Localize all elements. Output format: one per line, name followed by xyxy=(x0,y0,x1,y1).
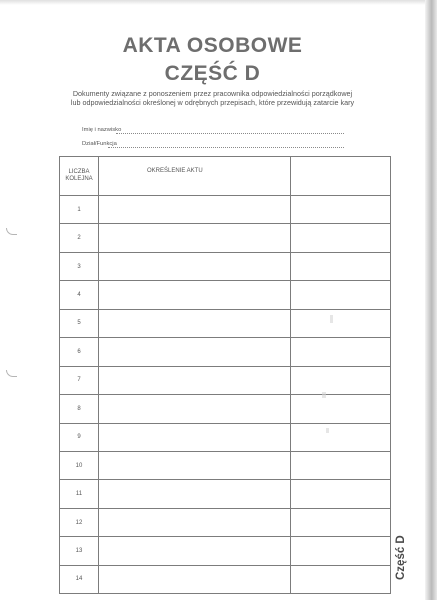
paper-right-edge xyxy=(425,0,437,600)
name-field-label: Imię i nazwisko xyxy=(82,127,122,133)
row-extra-cell xyxy=(291,508,391,536)
row-number: 4 xyxy=(60,281,99,309)
row-extra-cell xyxy=(291,224,391,252)
row-description-cell xyxy=(99,451,291,479)
table-row xyxy=(60,366,391,394)
row-extra-cell xyxy=(291,451,391,479)
row-description-cell xyxy=(99,480,291,508)
row-extra-cell xyxy=(291,480,391,508)
row-description-cell xyxy=(99,338,291,366)
row-number: 11 xyxy=(60,480,99,508)
row-number: 1 xyxy=(60,196,99,224)
table-row xyxy=(60,480,391,508)
row-number: 5 xyxy=(60,309,99,337)
header-sequence-number xyxy=(60,157,99,196)
row-description-cell xyxy=(99,281,291,309)
row-description-cell xyxy=(99,537,291,565)
punch-hole-mark-lower xyxy=(6,370,17,377)
row-extra-cell xyxy=(291,309,391,337)
row-extra-cell xyxy=(291,395,391,423)
document-subtitle-line1: Dokumenty związane z ponoszeniem przez pracownika odpowiedzialności porządkowej xyxy=(72,89,353,98)
header-sequence-number-line2: KOLEJNA xyxy=(65,176,93,182)
row-extra-cell xyxy=(291,338,391,366)
row-description-cell xyxy=(99,508,291,536)
table-row xyxy=(60,508,391,536)
row-description-cell xyxy=(99,395,291,423)
table-row xyxy=(60,565,391,593)
row-number: 13 xyxy=(60,537,99,565)
row-number: 10 xyxy=(60,451,99,479)
paper-scuff-mark xyxy=(326,428,329,433)
row-number: 7 xyxy=(60,366,99,394)
header-extra-column xyxy=(291,157,391,196)
row-number: 2 xyxy=(60,224,99,252)
header-sequence-number-line1: LICZBA xyxy=(68,169,90,175)
row-extra-cell xyxy=(291,423,391,451)
row-number: 14 xyxy=(60,565,99,593)
row-extra-cell xyxy=(291,196,391,224)
row-number: 12 xyxy=(60,508,99,536)
table-row xyxy=(60,423,391,451)
document-subtitle-line2: lub odpowiedzialności określonej w odrębnych przepisach, które przewidują zatarcie kary xyxy=(70,98,355,107)
table-row xyxy=(60,451,391,479)
paper-scuff-mark xyxy=(330,315,333,323)
row-description-cell xyxy=(99,366,291,394)
row-extra-cell xyxy=(291,537,391,565)
row-description-cell xyxy=(99,224,291,252)
side-tab-label: Część D xyxy=(395,535,407,580)
row-description-cell xyxy=(99,423,291,451)
row-number: 8 xyxy=(60,395,99,423)
row-extra-cell xyxy=(291,565,391,593)
acts-table xyxy=(59,156,391,594)
punch-hole-mark-upper xyxy=(6,228,17,235)
paper-scuff-mark xyxy=(322,392,326,398)
document-title-line2: CZĘŚĆ D xyxy=(164,62,261,85)
table-row xyxy=(60,224,391,252)
paper-top-shadow xyxy=(0,0,425,5)
table-row xyxy=(60,537,391,565)
row-number: 9 xyxy=(60,423,99,451)
row-description-cell xyxy=(99,565,291,593)
row-description-cell xyxy=(99,252,291,280)
row-number: 3 xyxy=(60,252,99,280)
table-row xyxy=(60,281,391,309)
document-title-line1: AKTA OSOBOWE xyxy=(122,34,303,57)
department-field-label: Dział/Funkcja xyxy=(82,141,117,147)
name-field-line xyxy=(116,132,344,134)
table-row xyxy=(60,395,391,423)
table-row xyxy=(60,309,391,337)
table-row xyxy=(60,196,391,224)
row-extra-cell xyxy=(291,366,391,394)
department-field-line xyxy=(108,146,344,148)
row-description-cell xyxy=(99,196,291,224)
row-extra-cell xyxy=(291,252,391,280)
header-act-description: OKREŚLENIE AKTU xyxy=(99,157,291,196)
row-number: 6 xyxy=(60,338,99,366)
row-description-cell xyxy=(99,309,291,337)
table-row xyxy=(60,338,391,366)
table-header-row xyxy=(60,157,391,196)
table-row xyxy=(60,252,391,280)
row-extra-cell xyxy=(291,281,391,309)
